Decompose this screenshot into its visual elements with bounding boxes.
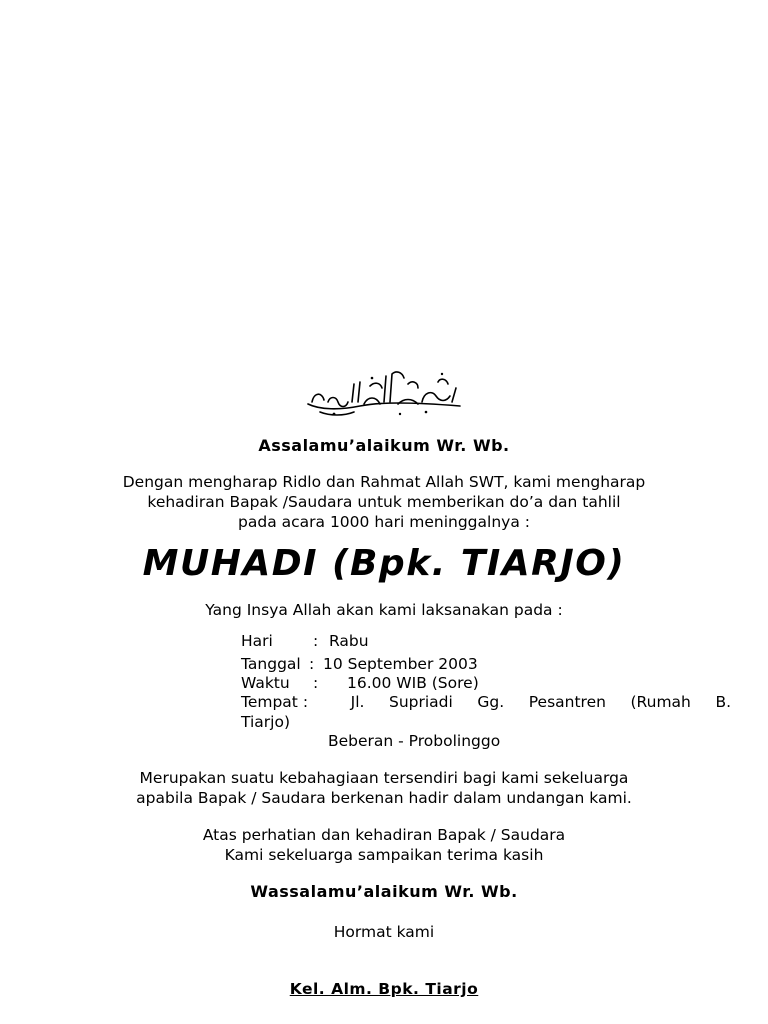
place-continuation: Tiarjo) bbox=[241, 713, 291, 731]
detail-place-row bbox=[241, 692, 731, 712]
place-word: Supriadi bbox=[389, 693, 453, 711]
place-word: Pesantren bbox=[528, 693, 606, 711]
deceased-name: MUHADI (Bpk. TIARJO) bbox=[142, 543, 626, 584]
happiness-line-2: apabila Bapak / Saudara berkenan hadir dalam undangan kami. bbox=[136, 789, 632, 807]
time-value: 16.00 WIB (Sore) bbox=[347, 674, 479, 692]
regards-text: Hormat kami bbox=[333, 923, 435, 941]
intro-line-1: Dengan mengharap Ridlo dan Rahmat Allah SWT, kami mengharap bbox=[122, 473, 646, 491]
place-word: Jl. bbox=[350, 693, 365, 711]
date-value: 10 September 2003 bbox=[323, 655, 478, 673]
date-label: Tanggal bbox=[241, 655, 301, 673]
intro-line-3: pada acara 1000 hari meninggalnya : bbox=[238, 513, 530, 531]
time-label: Waktu bbox=[241, 674, 290, 692]
detail-day-row bbox=[241, 631, 369, 651]
detail-place-block bbox=[241, 692, 731, 732]
schedule-intro: Yang Insya Allah akan kami laksanakan pada : bbox=[205, 601, 563, 619]
opening-greeting: Assalamu’alaikum Wr. Wb. bbox=[258, 436, 510, 455]
time-colon: : bbox=[313, 674, 319, 692]
thanks-line-1: Atas perhatian dan kehadiran Bapak / Saudara bbox=[202, 826, 566, 844]
day-colon: : bbox=[313, 632, 319, 650]
day-value: Rabu bbox=[329, 632, 369, 650]
date-colon: : bbox=[309, 655, 315, 673]
place-city: Beberan - Probolinggo bbox=[328, 732, 501, 750]
intro-line-2: kehadiran Bapak /Saudara untuk memberikan do’a dan tahlil bbox=[147, 493, 621, 511]
place-colon: : bbox=[302, 693, 309, 711]
place-word: B. bbox=[715, 693, 731, 711]
place-label: Tempat bbox=[241, 693, 298, 711]
happiness-line-1: Merupakan suatu kebahagiaan tersendiri bagi kami sekeluarga bbox=[139, 769, 629, 787]
place-label-group bbox=[241, 692, 308, 712]
place-word: (Rumah bbox=[630, 693, 691, 711]
detail-time-row bbox=[241, 673, 479, 693]
day-label: Hari bbox=[241, 632, 273, 650]
detail-date-row bbox=[241, 654, 478, 674]
closing-greeting: Wassalamu’alaikum Wr. Wb. bbox=[250, 882, 518, 901]
bismillah-calligraphy bbox=[300, 362, 468, 420]
family-signature: Kel. Alm. Bpk. Tiarjo bbox=[289, 980, 479, 998]
thanks-line-2: Kami sekeluarga sampaikan terima kasih bbox=[224, 846, 544, 864]
place-word: Gg. bbox=[477, 693, 505, 711]
